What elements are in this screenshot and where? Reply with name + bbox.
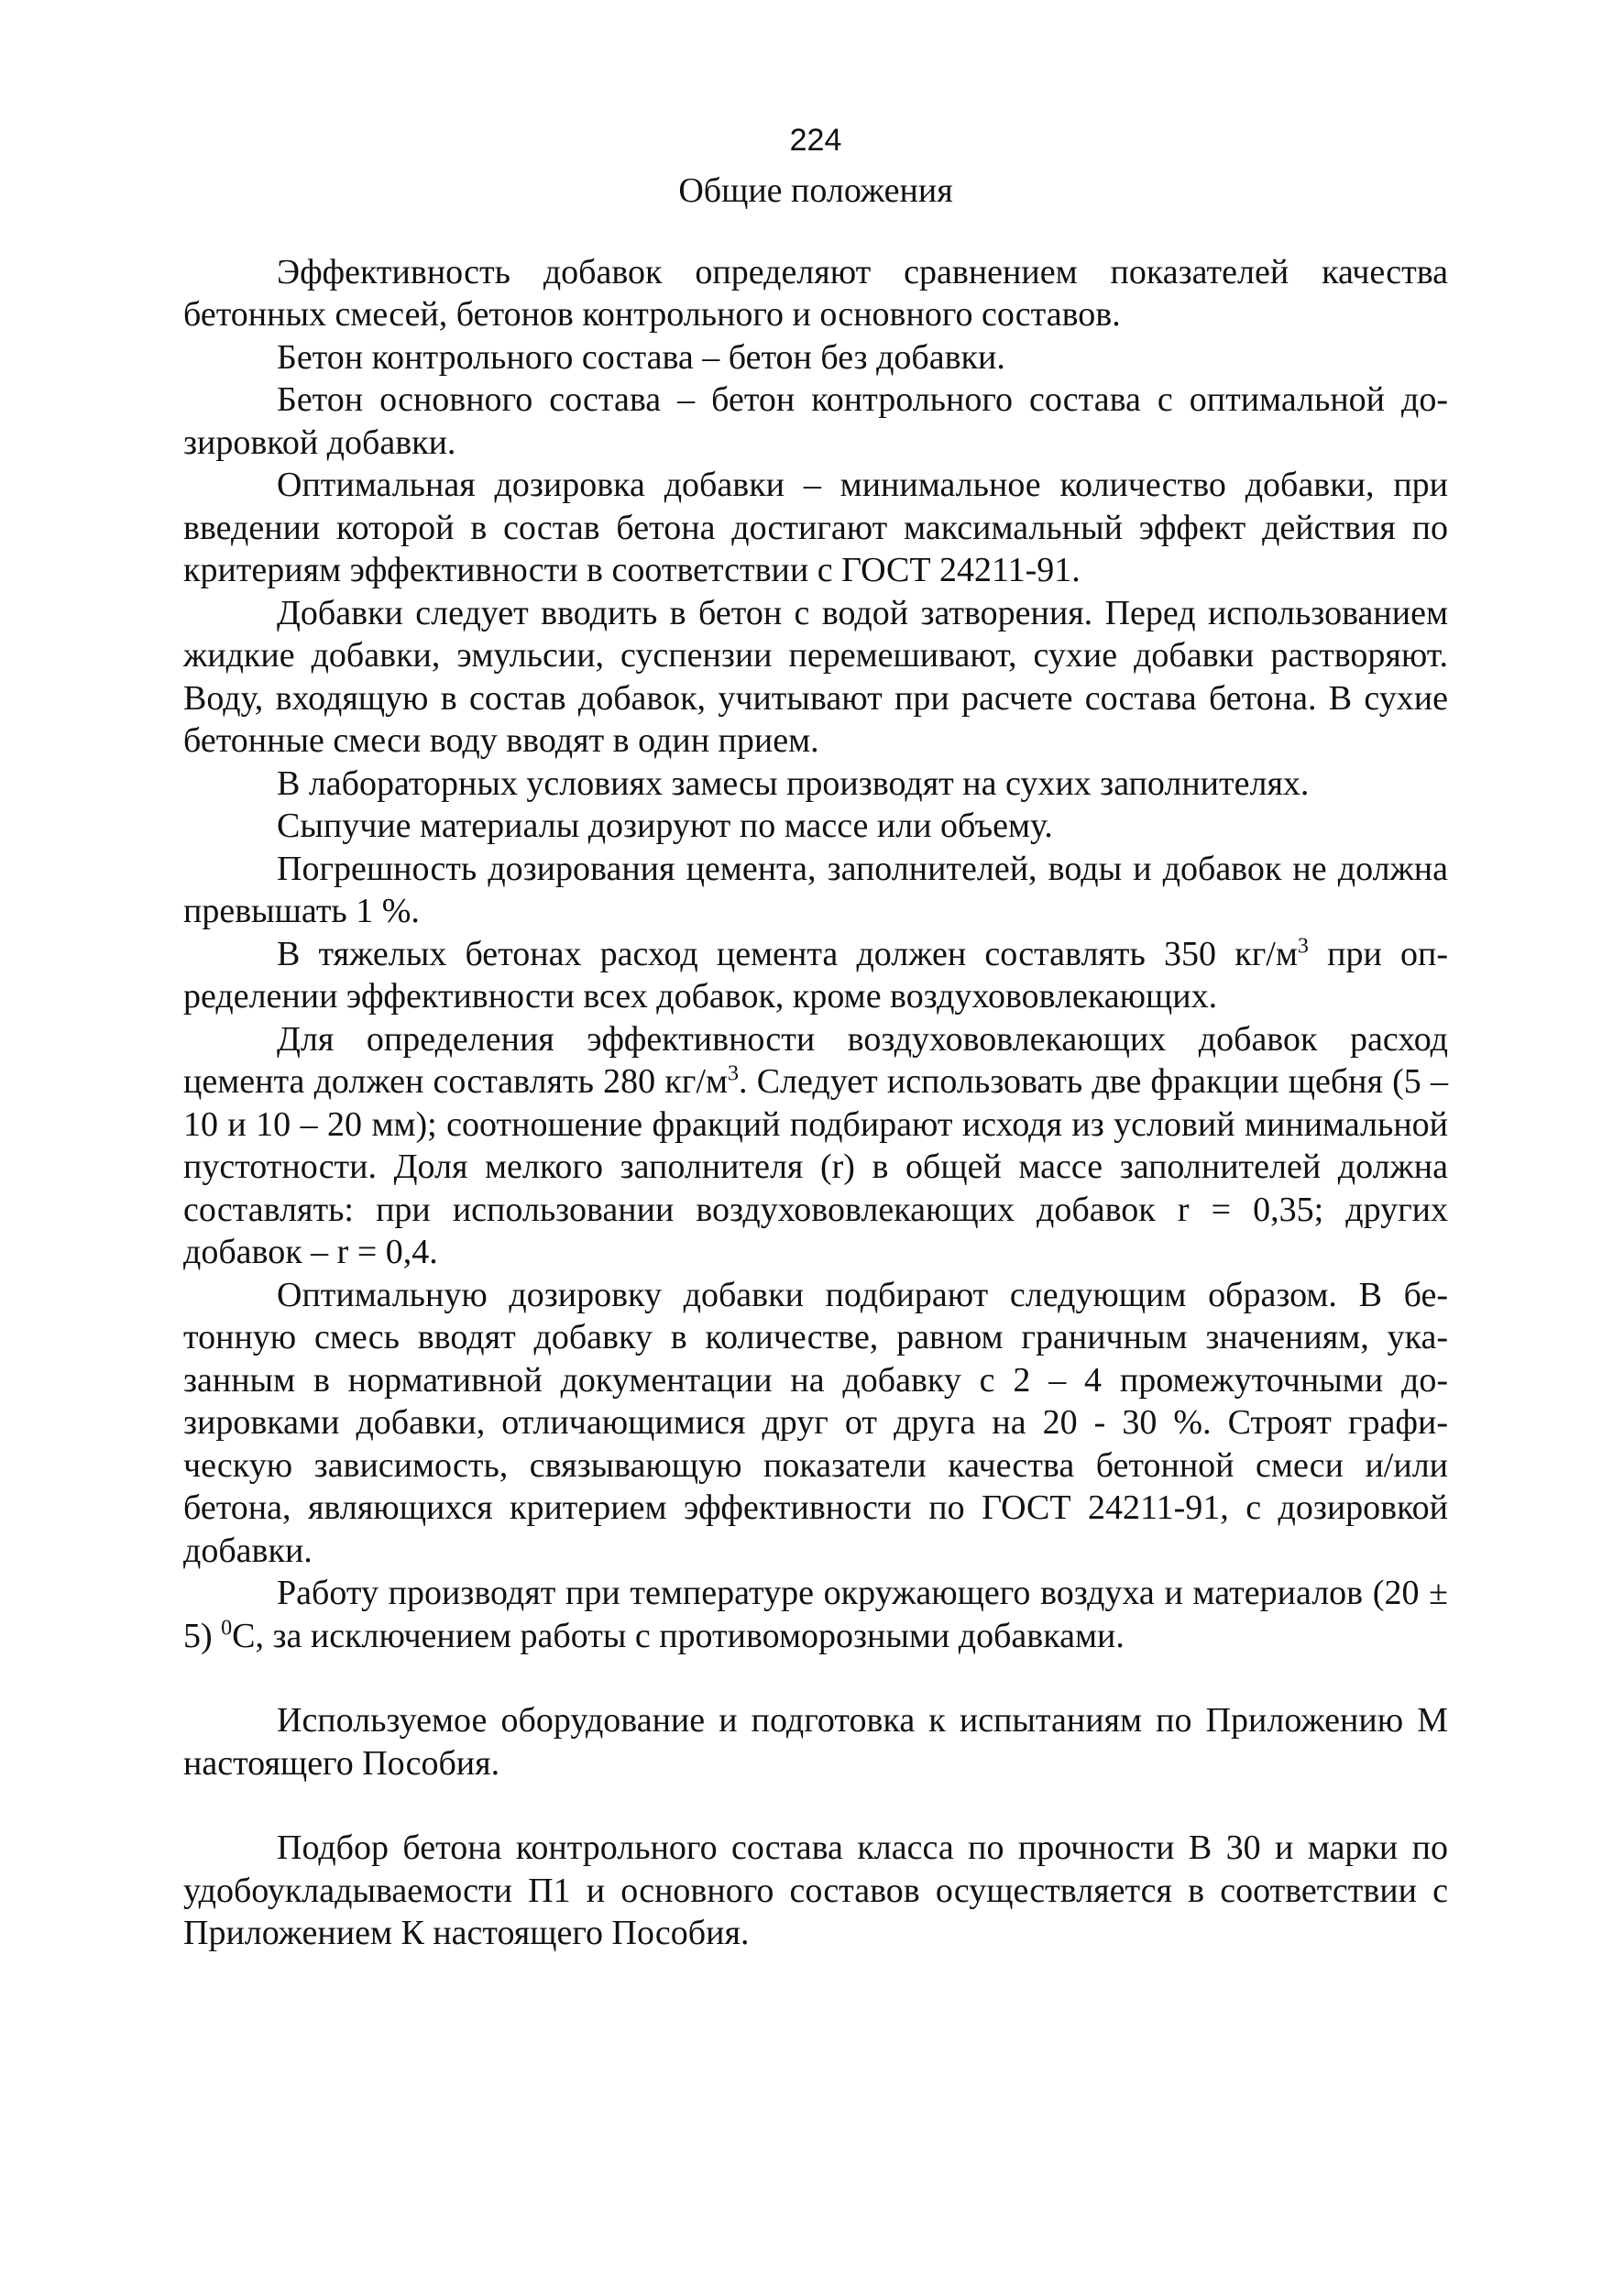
paragraph-temperature — [183, 1572, 1448, 1657]
paragraph-equipment: Используемое оборудование и подготовка к испытаниям по Приложению М настоящего Пособия. — [183, 1701, 1448, 1783]
paragraph-lab-mixes: В лабораторных условиях замесы производят на сухих заполнителях. — [277, 763, 1310, 803]
air-text-a: Для определения эффективности воздухововлекающих добавок расход цемента должен составлять 280 кг/м — [183, 1019, 1448, 1101]
cement-superscript: 3 — [1297, 933, 1309, 958]
paragraph-dosing-materials: Сыпучие материалы дозируют по массе или объему. — [277, 807, 1053, 845]
paragraph-dosing-error: Погрешность дозирования цемента, заполнителей, воды и добавок не должна превышать 1 %. — [183, 849, 1448, 930]
paragraph-mix-design: Подбор бетона контрольного состава класса по прочности В 30 и марки по удобоукладываемости П1 и основного составов осуществляется в соответствии с Приложением К настоящего Пособия. — [183, 1828, 1448, 1952]
paragraph-cement-consumption — [183, 933, 1448, 1018]
cement-text-b: при определении эффективности всех добавок, кроме воздухововлекающих. — [183, 934, 1448, 1016]
air-superscript: 3 — [728, 1061, 739, 1086]
paragraph-adding-admixtures: Добавки следует вводить в бетон с водой затворения. Перед использованием жидкие добавки, эмульсии, суспензии перемешивают, сухие добавки растворяют. Воду, входящую в состав добавок, учитывают при расчете состава бетона. В сухие бетонные смеси воду вводят в один прием. — [183, 593, 1448, 760]
paragraph-optimal-dosage: Оптимальная дозировка добавки – минимальное количество добавки, при введении которой в состав бетона достигают максимальный эффект действия по критериям эффективности в соответствии с ГОСТ 24211-91. — [183, 466, 1448, 589]
air-text-b: . Следует использовать две фракции щебня (5 – 10 и 10 – 20 мм); соотношение фракций подбирают исходя из условий минимальной пустотности. Доля мелкого заполнителя (r) в общей массе заполнителей должна составлять: при использовании воздухововлекающих добавок r = 0,35; других добавок – r = 0,4. — [183, 1062, 1448, 1271]
document-page — [183, 119, 1448, 1955]
temperature-text-a: Работу производят при температуре окружающего воздуха и материалов (20 ± 5) — [183, 1574, 1448, 1655]
cement-text-a: В тяжелых бетонах расход цемента должен составлять 350 кг/м — [277, 934, 1298, 973]
paragraph-efficiency: Эффективность добавок определяют сравнением показателей качества бетонных смесей, бетонов контрольного и основного составов. — [183, 252, 1448, 334]
paragraph-air-entraining — [183, 1018, 1448, 1274]
paragraph-dosage-selection: Оптимальную дозировку добавки подбирают следующим образом. В бетонную смесь вводят добавку в количестве, равном граничным значениям, указанным в нормативной документации на добавку с 2 – 4 промежуточными дозировками добавки, отличающимися друг от друга на 20 - 30 %. Строят графическую зависимость, связывающую показатели качества бетонной смеси и/или бетона, являющихся критерием эффективности по ГОСТ 24211-91, с дозировкой добавки. — [183, 1275, 1448, 1570]
paragraph-control-concrete: Бетон контрольного состава – бетон без добавки. — [277, 337, 1005, 377]
section-title: Общие положения — [678, 171, 953, 210]
page-number: 224 — [789, 123, 842, 158]
temperature-superscript: 0 — [221, 1615, 233, 1640]
paragraph-main-concrete: Бетон основного состава – бетон контрольного состава с оптимальной дозировкой добавки. — [183, 380, 1448, 462]
temperature-text-b: С, за исключением работы с противоморозными добавками. — [232, 1616, 1125, 1655]
